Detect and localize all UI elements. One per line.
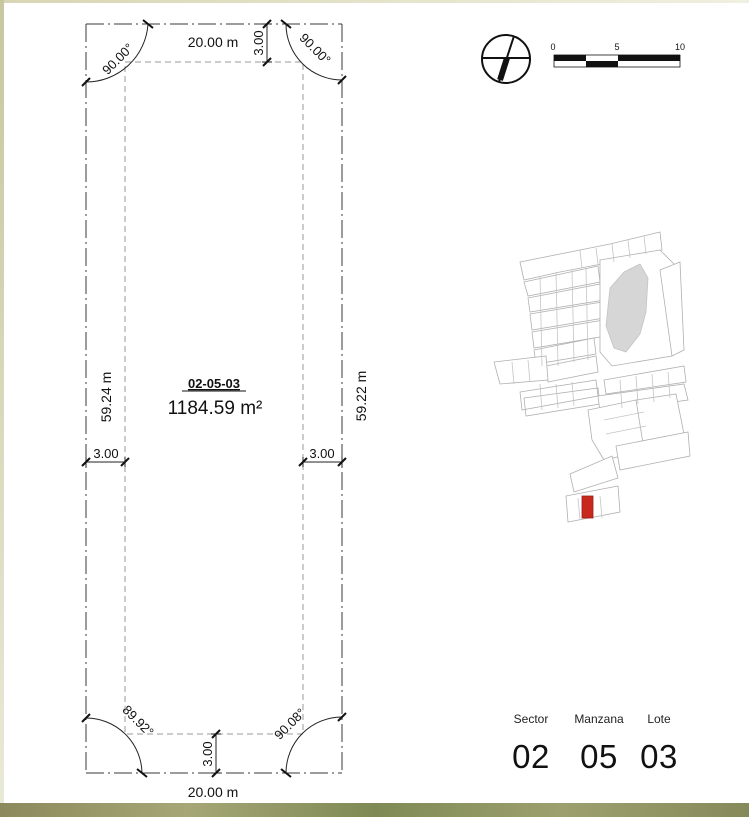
lote-label: Lote	[647, 712, 671, 726]
lot-area: 1184.59 m²	[167, 398, 263, 419]
sector-label: Sector	[513, 712, 549, 726]
manzana-label: Manzana	[574, 712, 624, 726]
angle-bottom-right: 90.08°	[271, 705, 309, 743]
scale-tick-5: 5	[614, 42, 620, 52]
legend-manzana	[570, 712, 628, 776]
top-width-label: 20.00 m	[187, 34, 239, 50]
scale-tick-10: 10	[674, 42, 686, 52]
manzana-value: 05	[580, 738, 618, 775]
north-arrow-icon	[482, 35, 530, 83]
lot-legend	[500, 712, 700, 792]
setback-right-label: 3.00	[309, 446, 335, 461]
setback-bottom-label: 3.00	[200, 741, 215, 767]
legend-lote	[634, 712, 684, 776]
legend-sector	[500, 712, 562, 776]
setback-left-label: 3.00	[93, 446, 119, 461]
left-length-label: 59.24 m	[98, 371, 114, 423]
scale-tick-0: 0	[550, 42, 556, 52]
lot-code: 02-05-03	[187, 376, 241, 391]
highlighted-lot	[582, 496, 593, 518]
sector-value: 02	[512, 738, 550, 775]
bottom-width-label: 20.00 m	[187, 784, 239, 800]
lote-value: 03	[640, 738, 678, 775]
bottom-photo-strip	[0, 803, 749, 817]
site-location-map	[494, 232, 690, 522]
angle-bottom-left: 89.92°	[119, 702, 157, 740]
scale-bar	[550, 42, 685, 67]
right-length-label: 59.22 m	[353, 370, 369, 422]
angle-top-right: 90.00°	[296, 30, 334, 68]
setback-top-label: 3.00	[251, 30, 266, 56]
angle-top-left: 90.00°	[99, 40, 137, 78]
